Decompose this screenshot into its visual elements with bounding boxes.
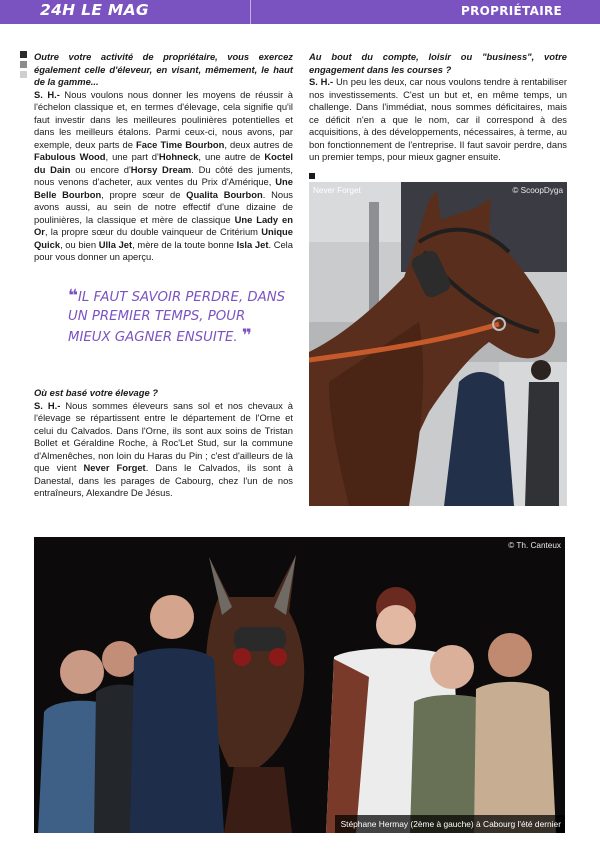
question-2: Où est basé votre élevage ? [34, 387, 159, 398]
article-right-column [309, 51, 567, 164]
speaker-initials: S. H.- [34, 399, 61, 411]
bullet-square [20, 61, 27, 68]
answer-text: , mère de la toute bonne [132, 238, 237, 250]
speaker-initials: S. H.- [34, 88, 60, 100]
answer-3 [309, 76, 567, 164]
answer-1 [34, 89, 293, 264]
horse-photo [309, 182, 567, 506]
answer-2 [34, 400, 293, 500]
horse-name: Hohneck [158, 151, 199, 162]
header-divider [250, 0, 251, 24]
end-square [309, 173, 315, 179]
answer-text: , ou bien [60, 238, 99, 250]
answer-text: , propre sœur de [101, 188, 187, 200]
magazine-title: 24H LE MAG [40, 1, 149, 19]
speaker-initials: S. H.- [309, 76, 334, 87]
header-bar [0, 0, 600, 24]
quote-open-icon: ❝ [68, 286, 78, 306]
horse-name: Une Belle Bourbon [34, 176, 293, 200]
answer-text: , la propre sœur du double vainqueur de Critérium [44, 226, 262, 237]
question-1: Outre votre activité de propriétaire, vous exercez également celle d'éleveur, en visant, mêmement, le haut de la gamme... [34, 51, 293, 87]
article-left-column [34, 51, 293, 264]
group-photo [34, 537, 565, 833]
group-illustration [34, 537, 565, 833]
horse-name: Koctel du Dain [34, 151, 294, 175]
pull-quote-text: IL FAUT SAVOIR PERDRE, DANS UN PREMIER TEMPS, POUR MIEUX GAGNER ENSUITE. [68, 290, 286, 345]
answer-text: . Dans le Calvados, ils sont à Danestal, dans les parages de Cabourg, chez l'un de nos entraîneurs, Alexandre De Jésus. [34, 462, 293, 498]
section-title: PROPRIÉTAIRE [461, 4, 562, 18]
answer-text: Nous sommes éleveurs sans sol et nos chevaux à l'élevage se répartissent entre le département de l'Orne et celui du Calvados. Dans l'Orne, ils sont aux soins de Tristan Bollet et Géraldine Roche, à Roc'Let Stud, sur la commune d'Almenêches, non loin du Haras du Pin ; c'est d'ailleurs de là que vient [34, 399, 293, 473]
pull-quote [68, 287, 288, 347]
bullet-square [20, 71, 27, 78]
answer-text: Nous voulons nous donner les moyens de réussir à l'échelon classique et, en termes d'élevage, cela signifie qu'il faut investir dans les meilleures poulinières potentielles et dans les meilleurs étalons. Parmi ceux-ci, nous avons, par exemple, deux parts de [34, 88, 293, 150]
article-left-column-lower [34, 387, 293, 500]
answer-text: . Cela pour vous donner un aperçu. [34, 238, 293, 262]
quote-close-icon: ❞ [241, 325, 252, 346]
bullet-square [20, 51, 27, 58]
group-photo-credit: © Th. Canteux [508, 541, 561, 550]
group-photo-caption: Stéphane Hermay (2ème à gauche) à Cabourg l'été dernier [335, 815, 565, 833]
horse-name: Fabulous Wood [34, 151, 106, 162]
horse-name: Face Time Bourbon [136, 138, 225, 150]
horse-photo-label: Never Forget [313, 186, 361, 195]
answer-text: . Du côté des juments, nous venons d'acheter, aux ventes du Prix d'Amérique, [34, 163, 293, 187]
horse-illustration [309, 182, 567, 506]
answer-text: , une part d' [105, 151, 159, 162]
horse-name: Ulla Jet [98, 238, 133, 250]
horse-name: Isla Jet [236, 238, 269, 250]
horse-name: Never Forget [83, 462, 146, 473]
answer-text: Un peu les deux, car nous voulons tendre à rentabiliser nos investissements. C'est un but et, en même temps, un challenge. Dans l'immédiat, nous sommes déficitaires, mais ce déficit n'en a que le nom, car il correspond à des acquisitions, à des développements, nécessaires, à terme, au bon fonctionnement de l'entreprise. Il faut savoir perdre, dans un premier temps, pour mieux gagner ensuite. [309, 76, 567, 162]
horse-name: Horsy Dream [130, 163, 192, 175]
answer-text: , une autre de [198, 151, 265, 162]
horse-name: Qualita Bourbon [186, 188, 263, 200]
horse-name: Unique Quick [34, 226, 293, 250]
horse-photo-credit: © ScoopDyga [512, 186, 563, 195]
answer-text: . Nous avons aussi, au sein de notre effectif d'une dizaine de poulinières, la classique et mère de classique [34, 188, 293, 225]
answer-text: ou encore d' [70, 163, 131, 175]
answer-text: , deux autres de [224, 138, 293, 150]
horse-name: Une Lady en Or [34, 213, 294, 237]
question-3: Au bout du compte, loisir ou "business", votre engagement dans les courses ? [309, 51, 567, 75]
